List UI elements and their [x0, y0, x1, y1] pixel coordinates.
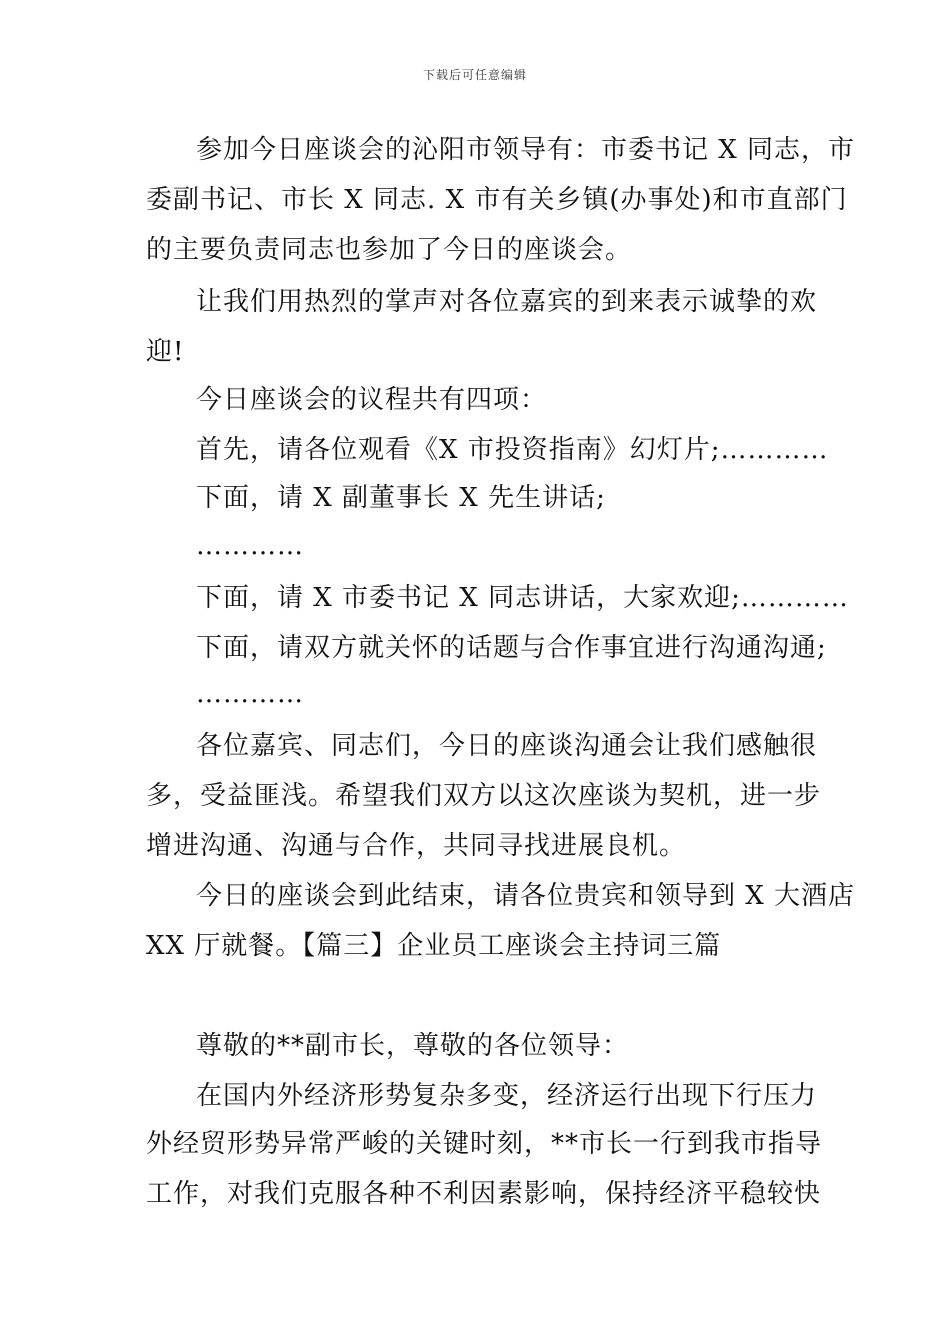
text-line: 各位嘉宾、同志们，今日的座谈沟通会让我们感触很	[196, 731, 818, 761]
text-line: 今日的座谈会到此结束，请各位贵宾和领导到 X 大酒店	[196, 881, 856, 911]
text-line: 今日座谈会的议程共有四项：	[196, 385, 548, 415]
text-line: 下面，请 X 副董事长 X 先生讲话;	[196, 483, 606, 513]
text-line: 首先，请各位观看《X 市投资指南》幻灯片;…………	[196, 435, 829, 465]
text-line: 下面，请 X 市委书记 X 同志讲话，大家欢迎;…………	[196, 583, 849, 613]
text-line: 增进沟通、沟通与合作，共同寻找进展良机。	[146, 831, 687, 861]
text-line: 让我们用热烈的掌声对各位嘉宾的到来表示诚挚的欢	[196, 287, 818, 317]
text-line: 下面，请双方就关怀的话题与合作事宜进行沟通沟通;	[196, 633, 827, 663]
text-line: 参加今日座谈会的沁阳市领导有：市委书记 X 同志，市	[196, 135, 856, 165]
text-line: 多，受益匪浅。希望我们双方以这次座谈为契机，进一步	[146, 781, 822, 811]
page-header: 下载后可任意编辑	[422, 68, 527, 82]
text-line: XX 厅就餐。【篇三】企业员工座谈会主持词三篇	[146, 931, 722, 961]
text-line: 尊敬的**副市长，尊敬的各位领导：	[196, 1031, 630, 1061]
text-line: 在国内外经济形势复杂多变，经济运行出现下行压力	[196, 1081, 818, 1111]
text-line: 迎!	[146, 337, 185, 367]
text-line: …………	[196, 679, 304, 709]
text-line: 委副书记、市长 X 同志. X 市有关乡镇(办事处)和市直部门	[146, 185, 848, 215]
text-line: 的主要负责同志也参加了今日的座谈会。	[146, 235, 633, 265]
text-line: …………	[196, 531, 304, 561]
text-line: 外经贸形势异常严峻的关键时刻，**市长一行到我市指导	[146, 1129, 823, 1159]
text-line: 工作，对我们克服各种不利因素影响，保持经济平稳较快	[146, 1179, 822, 1209]
